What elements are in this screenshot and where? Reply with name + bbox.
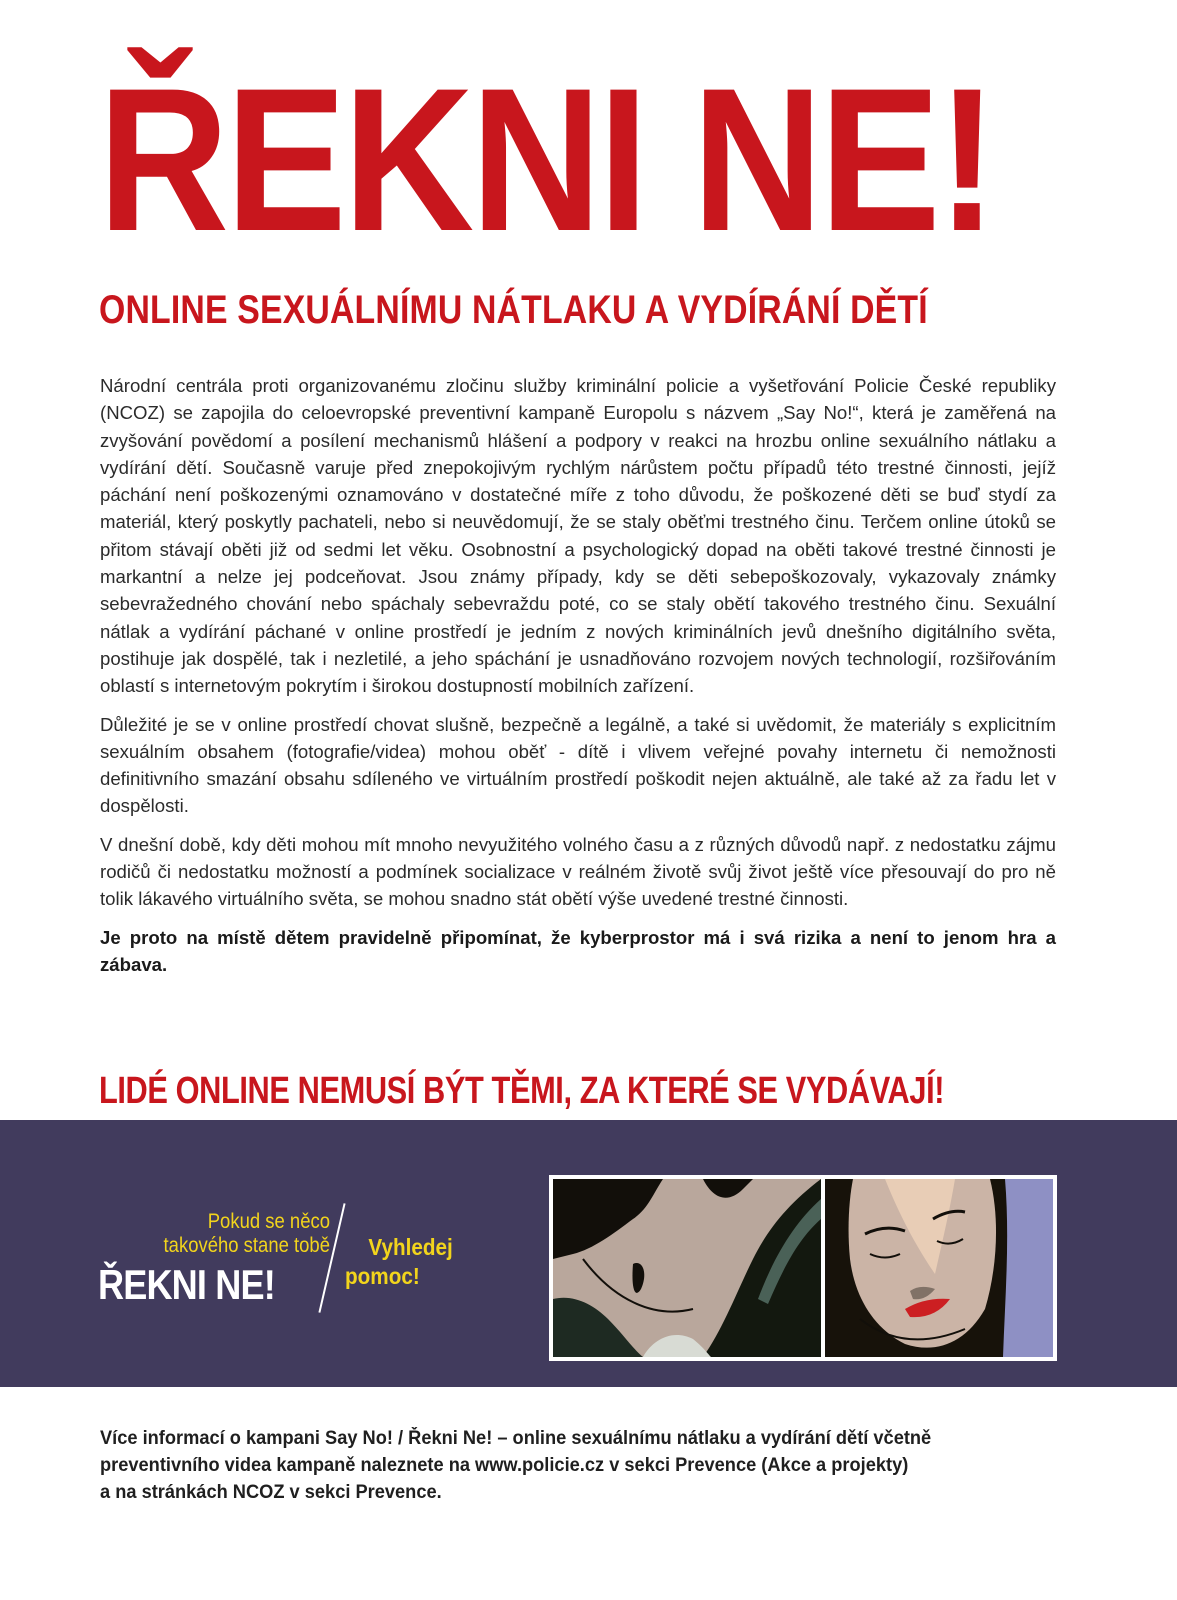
paragraph-behavior: Důležité je se v online prostředí chovat slušně, bezpečně a legálně, a také si uvědomit, že materiály s explicitním sexuálním obsahem (fotografie/videa) mohou oběť - dítě i vlivem veřejné povahy internetu či nemožnosti definitivního smazání obsahu sdíleného ve virtuálním prostředí poškodit nejen aktuálně, ale také až za řadu let v dospělosti. [100, 713, 1056, 817]
comic-illustration [549, 1175, 1057, 1361]
comic-panel-man [553, 1179, 821, 1357]
paragraph-intro: Národní centrála proti organizovanému zločinu služby kriminální policie a vyšetřování Policie České republiky (NCOZ) se zapojila do celoevropské preventivní kampaně Europolu s názvem „Say No!“, která je zaměřená na zvyšování povědomí a posílení mechanismů hlášení a podpory v reakci na hrozbu online sexuálního nátlaku a vydírání dětí. Současně varuje před znepokojivým rychlým nárůstem počtu případů této trestné činnosti, jejíž páchání není poškozenými oznamováno v dostatečné míře z toho důvodu, že poškozené děti se buď stydí za materiál, který poskytly pachateli, nebo si neuvědomují, že se staly oběťmi trestného činu. Terčem online útoků se přitom stávají oběti již od sedmi let věku. Osobnostní a psychologický dopad na oběti takové trestné činnosti je markantní a nelze jej podceňovat. Jsou známy případy, kdy se děti sebepoškozovaly, vykazovaly známky sebevražedného chování nebo spáchaly sebevraždu poté, co se staly obětí takového trestného činu. Sexuální nátlak a vydírání páchané v online prostředí je jedním z nových kriminálních jevů dnešního digitálního světa, postihuje jak dospělé, tak i nezletilé, a jeho spáchání je usnadňováno rozvojem nových technologií, rozšiřováním oblastí s internetovým pokrytím i širokou dostupností mobilních zařízení. [100, 375, 1056, 697]
band-lead-line1: Pokud se něco [207, 1210, 330, 1233]
band-lead-text [128, 1210, 330, 1258]
footer-line3: a na stránkách NCOZ v sekci Prevence. [100, 1482, 442, 1503]
band-brand-logo: ŘEKNI NE! [98, 1261, 275, 1308]
subtitle: ONLINE SEXUÁLNÍMU NÁTLAKU A VYDÍRÁNÍ DĚTÍ [99, 288, 928, 332]
slogan: LIDÉ ONLINE NEMUSÍ BÝT TĚMI, ZA KTERÉ SE VYDÁVAJÍ! [99, 1070, 945, 1112]
footer-line1: Více informací o kampani Say No! / Řekni Ne! – online sexuálnímu nátlaku a vydírání dětí včetně [100, 1428, 932, 1449]
band-help-line1: Vyhledej [368, 1234, 453, 1260]
man-illustration-icon [553, 1179, 821, 1357]
woman-illustration-icon [825, 1179, 1053, 1357]
footer-line2: preventivního videa kampaně naleznete na www.policie.cz v sekci Prevence (Akce a projekty) [100, 1455, 909, 1476]
main-title: ŘEKNI NE! [98, 46, 994, 274]
body-text [100, 372, 1056, 989]
footer-info [100, 1425, 1022, 1506]
paragraph-emphasis: Je proto na místě dětem pravidelně připomínat, že kyberprostor má i svá rizika a není to jenom hra a zábava. [100, 926, 1056, 975]
paragraph-free-time: V dnešní době, kdy děti mohou mít mnoho nevyužitého volného času a z různých důvodů např. z nedostatku zájmu rodičů či nedostatku možností a podmínek socializace v reálném životě svůj život ještě více přesouvají do pro ně tolik lákavého virtuálního světa, se mohou snadno stát obětí výše uvedené trestné činnosti. [100, 833, 1056, 910]
band-lead-line2: takového stane tobě [163, 1234, 330, 1257]
band-help-line2: pomoc! [345, 1263, 420, 1289]
band-help-text [345, 1233, 453, 1291]
comic-panel-woman [825, 1179, 1053, 1357]
